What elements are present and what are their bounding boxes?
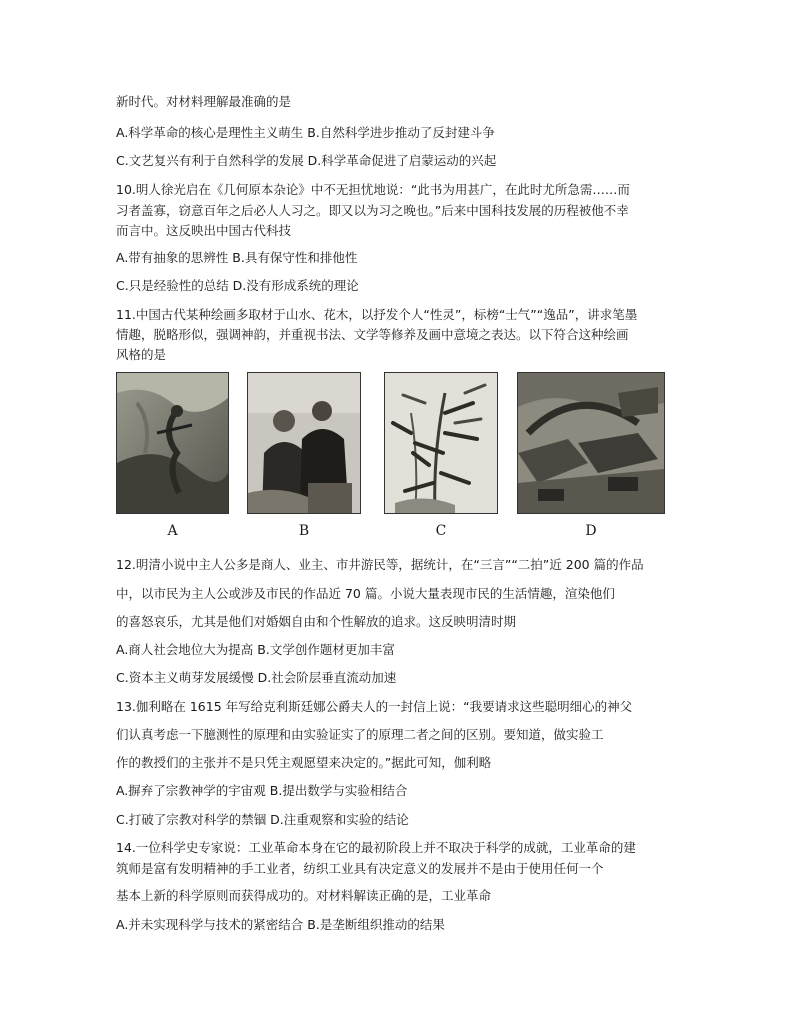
question-12-line: 中，以市民为主人公或涉及市民的作品近 70 篇。小说大量表现市民的生活情趣，渲染他们 bbox=[116, 586, 615, 601]
question-10-line: 习者盖寡，窃意百年之后必人人习之。即又以为习之晚也。”后来中国科技发展的历程被他不幸 bbox=[116, 203, 629, 218]
question-12-line: 的喜怒哀乐，尤其是他们对婚姻自由和个性解放的追求。这反映明清时期 bbox=[116, 614, 517, 629]
figure-caption: D bbox=[585, 523, 597, 539]
option-line: C.文艺复兴有利于自然科学的发展 D.科学革命促进了启蒙运动的兴起 bbox=[116, 153, 497, 168]
question-11-line: 11.中国古代某种绘画多取材于山水、花木，以抒发个人“性灵”，标榜“士气”“逸品”，讲求笔墨 bbox=[116, 307, 638, 322]
question-13-line: 们认真考虑一下臆测性的原理和由实验证实了的原理二者之间的区别。要知道，做实验工 bbox=[116, 727, 604, 742]
painting-figures bbox=[116, 372, 696, 542]
option-line: A.带有抽象的思辨性 B.具有保守性和排他性 bbox=[116, 250, 358, 265]
question-11-line: 风格的是 bbox=[116, 347, 167, 362]
question-12-line: 12.明清小说中主人公多是商人、业主、市井游民等，据统计，在“三言”“二拍”近 200 篇的作品 bbox=[116, 557, 644, 572]
option-line: A.并未实现科学与技术的紧密结合 B.是垄断组织推动的结果 bbox=[116, 917, 445, 932]
option-line: A.摒弃了宗教神学的宇宙观 B.提出数学与实验相结合 bbox=[116, 783, 408, 798]
painting-d-image bbox=[517, 372, 665, 514]
option-line: C.资本主义萌芽发展缓慢 D.社会阶层垂直流动加速 bbox=[116, 670, 397, 685]
figure-caption: B bbox=[298, 523, 310, 539]
text-line: 新时代。对材料理解最准确的是 bbox=[116, 94, 292, 109]
option-line: C.只是经验性的总结 D.没有形成系统的理论 bbox=[116, 278, 359, 293]
figure-caption: A bbox=[167, 523, 178, 539]
question-14-line: 14.一位科学史专家说：工业革命本身在它的最初阶段上并不取决于科学的成就，工业革命的建 bbox=[116, 840, 636, 855]
option-line: C.打破了宗教对科学的禁锢 D.注重观察和实验的结论 bbox=[116, 812, 409, 827]
question-13-line: 作的教授们的主张并不是只凭主观愿望来决定的。”据此可知，伽利略 bbox=[116, 755, 492, 770]
option-line: A.科学革命的核心是理性主义萌生 B.自然科学进步推动了反封建斗争 bbox=[116, 125, 495, 140]
question-14-line: 筑师是富有发明精神的手工业者，纺织工业具有决定意义的发展并不是由于使用任何一个 bbox=[116, 861, 604, 876]
question-14-line: 基本上新的科学原则而获得成功的。对材料解读正确的是，工业革命 bbox=[116, 888, 492, 903]
question-10-line: 而言中。这反映出中国古代科技 bbox=[116, 223, 292, 238]
painting-c-image bbox=[384, 372, 498, 514]
painting-a-image bbox=[116, 372, 229, 514]
figure-caption: C bbox=[435, 523, 447, 539]
question-10-line: 10.明人徐光启在《几何原本杂论》中不无担忧地说：“此书为用甚广，在此时尤所急需……而 bbox=[116, 182, 630, 197]
option-line: A.商人社会地位大为提高 B.文学创作题材更加丰富 bbox=[116, 642, 395, 657]
painting-b-image bbox=[247, 372, 361, 514]
question-11-line: 情趣，脱略形似，强调神韵，并重视书法、文学等修养及画中意境之表达。以下符合这种绘画 bbox=[116, 327, 629, 342]
question-13-line: 13.伽利略在 1615 年写给克利斯廷娜公爵夫人的一封信上说：“我要请求这些聪明细心的神父 bbox=[116, 699, 633, 714]
